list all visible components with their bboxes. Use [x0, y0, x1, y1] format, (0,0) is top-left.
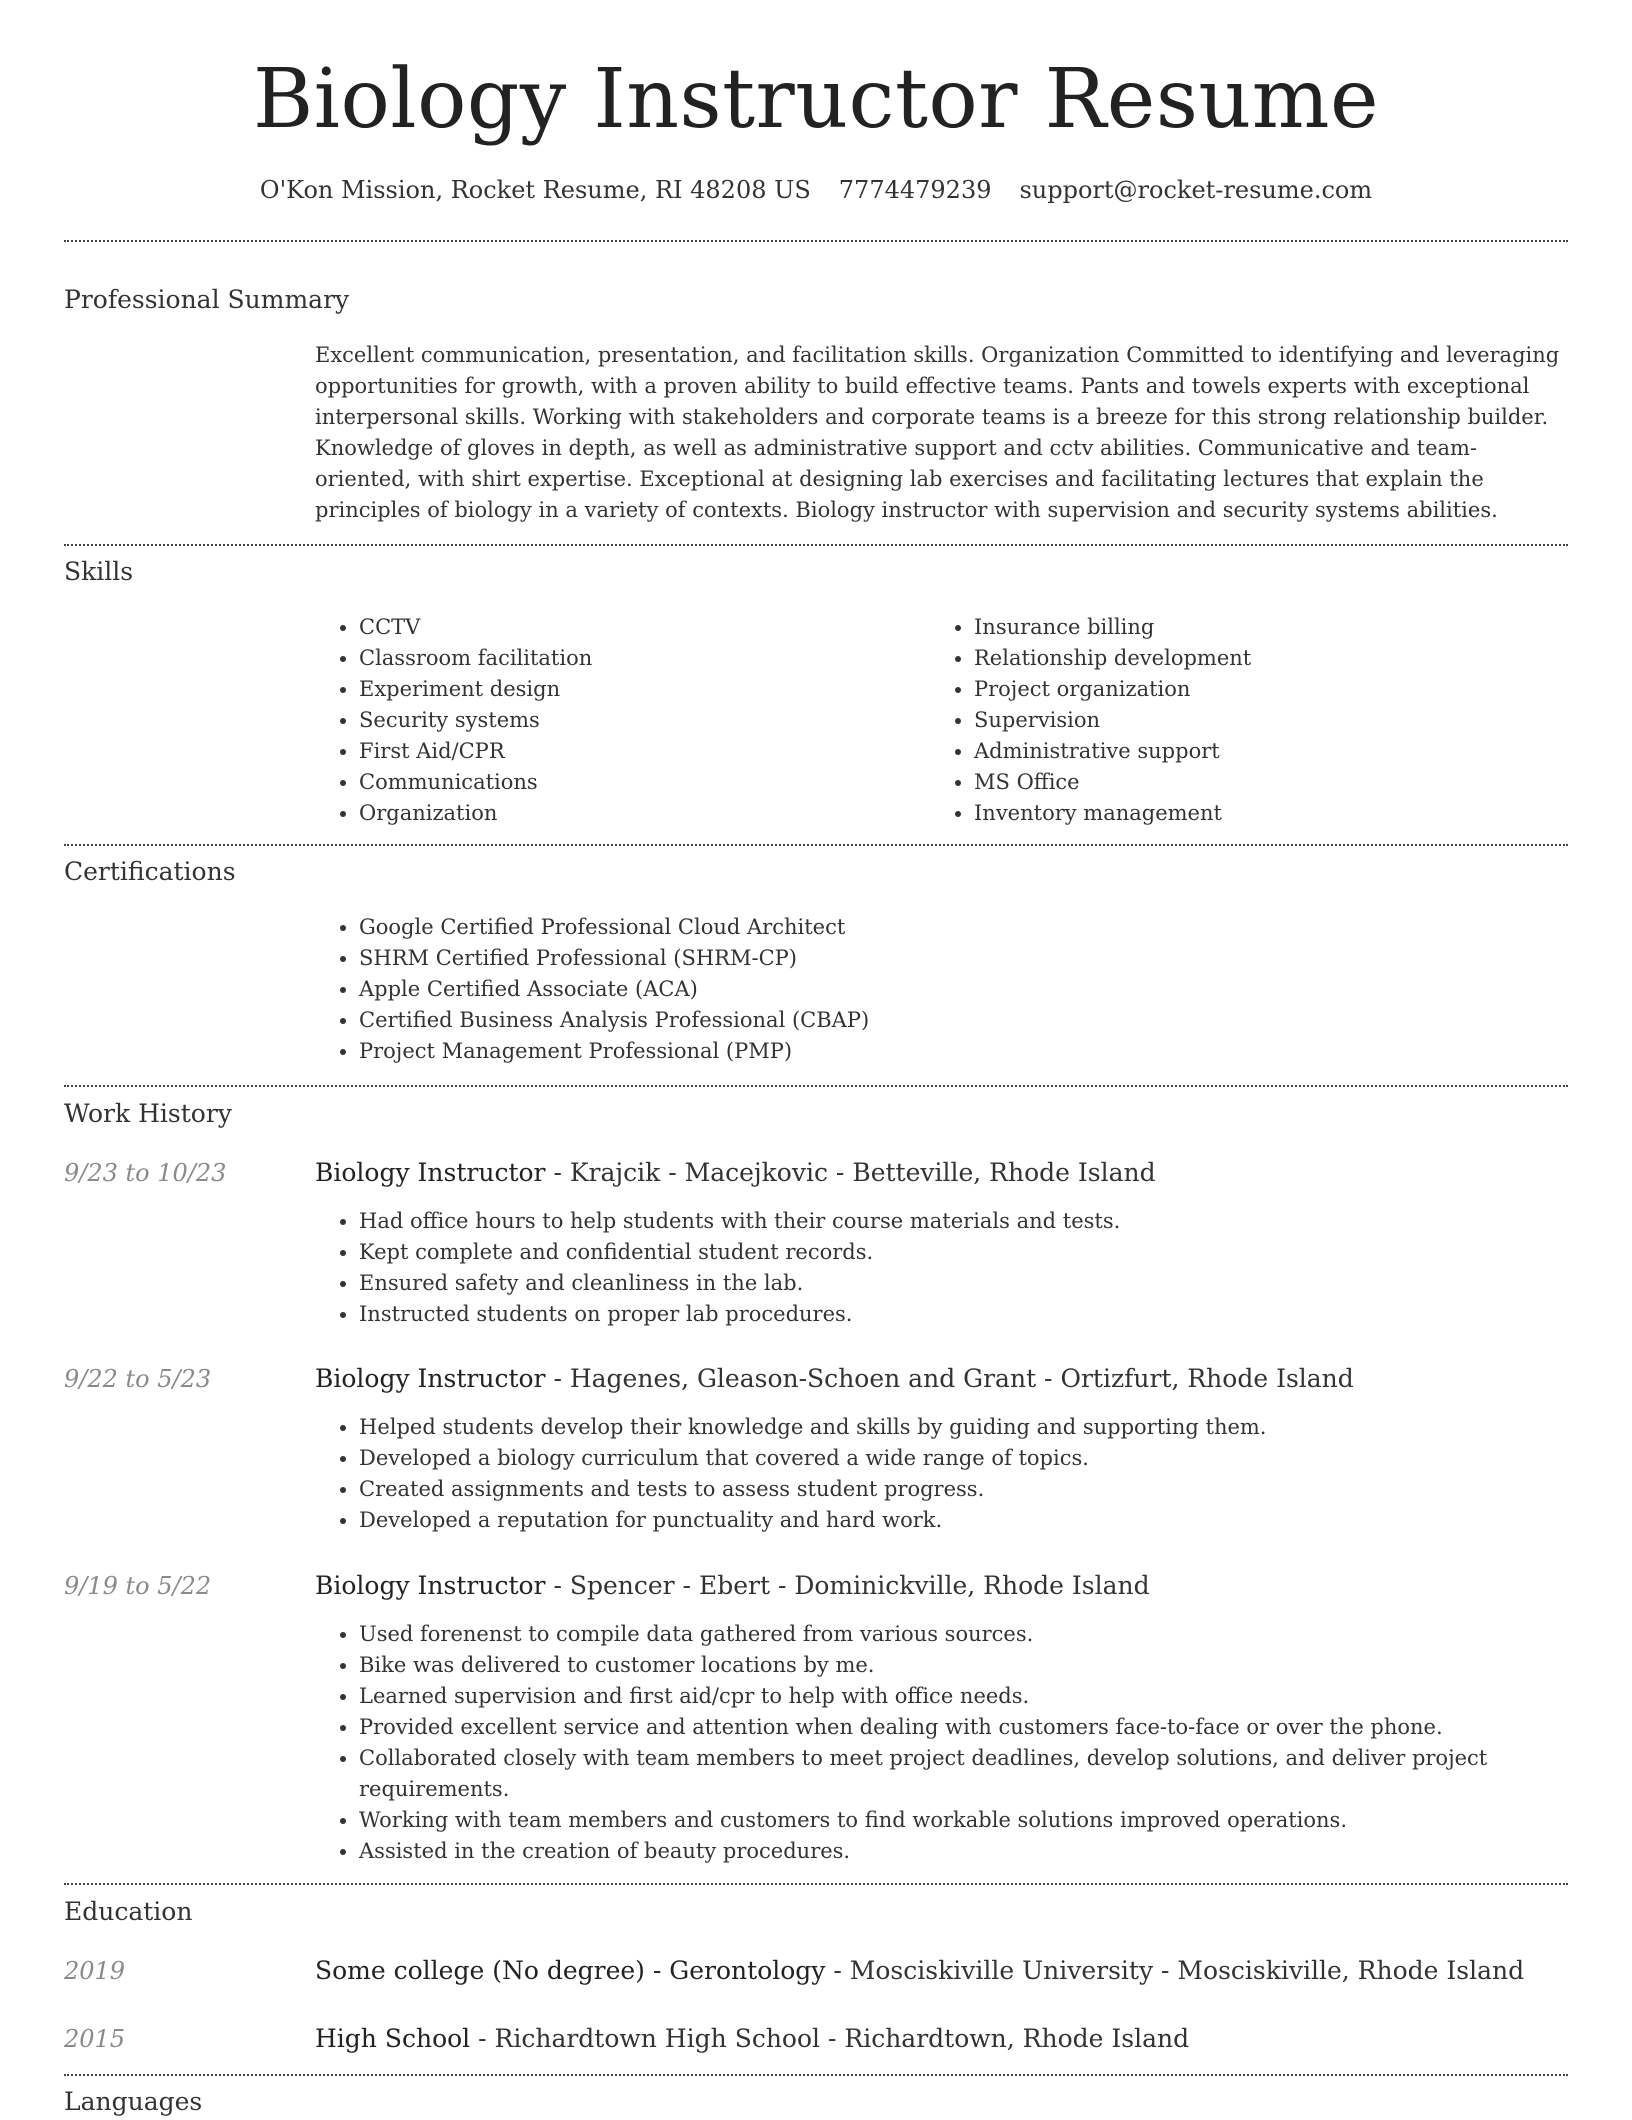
contact-line: [64, 170, 1568, 210]
section-title-summary: Professional Summary: [64, 285, 350, 314]
education-heading: [315, 2021, 1568, 2057]
job-dates: 9/23 to 10/23: [64, 1159, 227, 1187]
certification-item: • Google Certified Professional Cloud Architect: [359, 912, 1568, 943]
skill-item: • Organization: [359, 798, 915, 829]
certification-item: • Certified Business Analysis Professional (CBAP): [359, 1005, 1568, 1036]
skill-item: • First Aid/CPR: [359, 736, 915, 767]
education-heading: [315, 1953, 1568, 1989]
job-bullet: • Instructed students on proper lab procedures.: [359, 1299, 1568, 1330]
education-details: - Richardtown High School - Richardtown, Rhode Island: [470, 2024, 1190, 2053]
certification-item: • Apple Certified Associate (ACA): [359, 974, 1568, 1005]
skill-item: • CCTV: [359, 612, 915, 643]
certification-item: • Project Management Professional (PMP): [359, 1036, 1568, 1067]
job-role: Biology Instructor: [315, 1364, 546, 1393]
education-year: 2019: [64, 1957, 126, 1985]
job-bullet: • Kept complete and confidential student records.: [359, 1237, 1568, 1268]
education-degree: Some college (No degree) - Gerontology: [315, 1956, 826, 1985]
divider: [64, 544, 1568, 546]
job-details: - Krajcik - Macejkovic - Betteville, Rhode Island: [545, 1158, 1156, 1187]
job-bullet: • Bike was delivered to customer locations by me.: [359, 1650, 1568, 1681]
divider: [64, 2074, 1568, 2076]
job-heading: [315, 1155, 1568, 1191]
job-bullet: • Created assignments and tests to assess student progress.: [359, 1474, 1568, 1505]
skill-item: • MS Office: [974, 767, 1530, 798]
job-bullet: • Working with team members and customers to find workable solutions improved operations.: [359, 1805, 1568, 1836]
job-bullet: • Provided excellent service and attention when dealing with customers face-to-face or over the phone.: [359, 1712, 1568, 1743]
skill-item: • Experiment design: [359, 674, 915, 705]
divider: [64, 844, 1568, 846]
divider: [64, 240, 1568, 242]
section-title-skills: Skills: [64, 557, 134, 586]
skill-item: • Inventory management: [974, 798, 1530, 829]
skills-column-left: [315, 612, 915, 829]
education-degree: High School: [315, 2024, 471, 2053]
job-dates: 9/19 to 5/22: [64, 1572, 212, 1600]
certification-item: • SHRM Certified Professional (SHRM-CP): [359, 943, 1568, 974]
skill-item: • Administrative support: [974, 736, 1530, 767]
section-title-education: Education: [64, 1897, 193, 1926]
skill-item: • Insurance billing: [974, 612, 1530, 643]
job-bullets: [315, 1619, 1568, 1867]
job-bullet: • Developed a reputation for punctuality and hard work.: [359, 1505, 1568, 1536]
certifications-block: [315, 912, 1568, 1067]
job-bullets: [315, 1206, 1568, 1330]
divider: [64, 1883, 1568, 1885]
skill-item: • Relationship development: [974, 643, 1530, 674]
job-bullets: [315, 1412, 1568, 1536]
job-details: - Hagenes, Gleason-Schoen and Grant - Ortizfurt, Rhode Island: [545, 1364, 1354, 1393]
summary-text: Excellent communication, presentation, and facilitation skills. Organization Committed to identifying and leveraging opportunities for growth, with a proven ability to build effective teams. Pants and towels experts with exceptional interpersonal skills. Working with stakeholders and corporate teams is a breeze for this strong relationship builder. Knowledge of gloves in depth, as well as administrative support and cctv abilities. Communicative and team-oriented, with shirt expertise. Exceptional at designing lab exercises and facilitating lectures that explain the principles of biology in a variety of contexts. Biology instructor with supervision and security systems abilities.: [315, 343, 1560, 522]
resume-title: Biology Instructor Resume: [252, 52, 1380, 147]
divider: [64, 1085, 1568, 1087]
education-year: 2015: [64, 2025, 126, 2053]
summary-block: [315, 340, 1568, 526]
skill-item: • Security systems: [359, 705, 915, 736]
contact-address: O'Kon Mission, Rocket Resume, RI 48208 US: [259, 176, 811, 204]
job-bullet: • Had office hours to help students with their course materials and tests.: [359, 1206, 1568, 1237]
job-bullet: • Developed a biology curriculum that covered a wide range of topics.: [359, 1443, 1568, 1474]
job-bullet: • Learned supervision and first aid/cpr to help with office needs.: [359, 1681, 1568, 1712]
contact-phone: 7774479239: [838, 176, 992, 204]
skills-column-right: [930, 612, 1530, 829]
job-role: Biology Instructor: [315, 1571, 546, 1600]
skills-block: [315, 612, 1568, 832]
job-bullet: • Helped students develop their knowledge and skills by guiding and supporting them.: [359, 1412, 1568, 1443]
section-title-languages: Languages: [64, 2087, 203, 2116]
education-details: - Mosciskiville University - Mosciskiville, Rhode Island: [825, 1956, 1525, 1985]
job-bullet: • Assisted in the creation of beauty procedures.: [359, 1836, 1568, 1867]
job-details: - Spencer - Ebert - Dominickville, Rhode Island: [545, 1571, 1150, 1600]
job-dates: 9/22 to 5/23: [64, 1365, 212, 1393]
skill-item: • Communications: [359, 767, 915, 798]
job-bullet: • Ensured safety and cleanliness in the lab.: [359, 1268, 1568, 1299]
skill-item: • Supervision: [974, 705, 1530, 736]
section-title-certifications: Certifications: [64, 857, 236, 886]
skill-item: • Classroom facilitation: [359, 643, 915, 674]
section-title-work-history: Work History: [64, 1099, 232, 1128]
job-role: Biology Instructor: [315, 1158, 546, 1187]
contact-email: support@rocket-resume.com: [1019, 176, 1373, 204]
job-bullet: • Collaborated closely with team members to meet project deadlines, develop solutions, and deliver project requirements.: [359, 1743, 1568, 1805]
job-heading: [315, 1568, 1568, 1604]
job-bullet: • Used forenenst to compile data gathered from various sources.: [359, 1619, 1568, 1650]
skill-item: • Project organization: [974, 674, 1530, 705]
job-heading: [315, 1361, 1568, 1397]
